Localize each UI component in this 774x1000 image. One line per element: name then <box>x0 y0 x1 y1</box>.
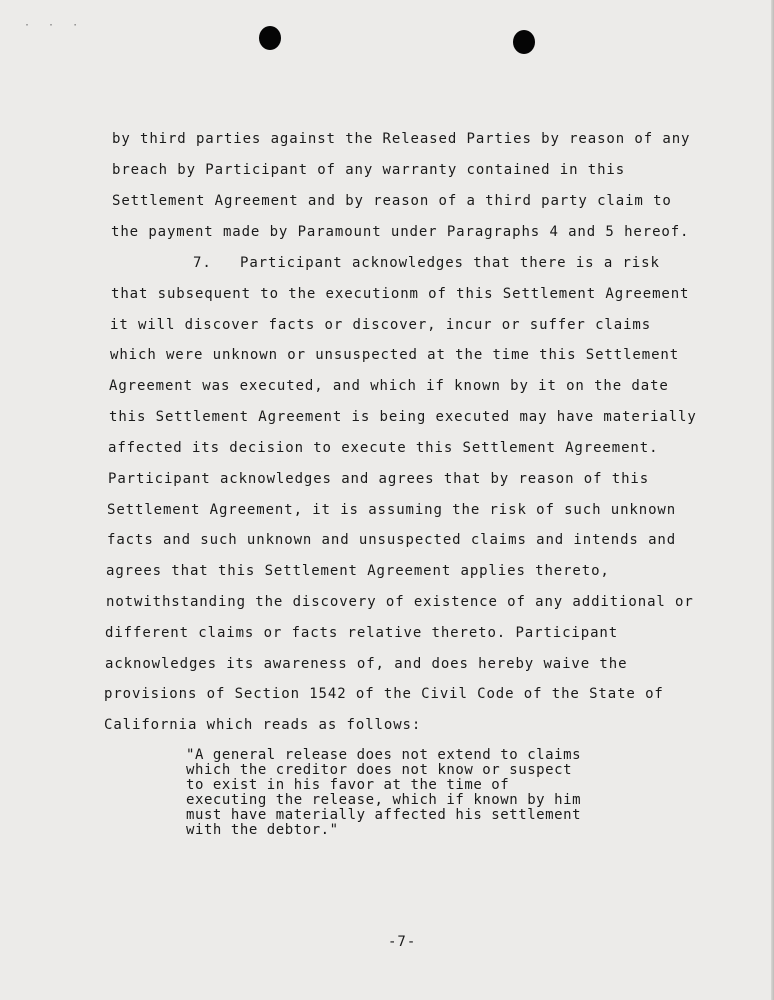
text-line: this Settlement Agreement is being executed may have materially <box>109 409 697 425</box>
text-line: it will discover facts or discover, incur or suffer claims <box>110 317 652 333</box>
text-line: facts and such unknown and unsuspected claims and intends and <box>107 532 677 548</box>
text-line: that subsequent to the executionm of this Settlement Agreement <box>111 286 690 302</box>
text-line: agrees that this Settlement Agreement applies thereto, <box>106 563 610 579</box>
text-line: acknowledges its awareness of, and does hereby waive the <box>105 656 628 672</box>
text-line: notwithstanding the discovery of existence of any additional or <box>106 594 694 610</box>
quote-line: to exist in his favor at the time of <box>186 777 510 793</box>
text-line: by third parties against the Released Parties by reason of any <box>112 131 691 147</box>
text-line: affected its decision to execute this Settlement Agreement. <box>108 440 659 456</box>
page-number: -7- <box>388 934 417 950</box>
text-line: breach by Participant of any warranty contained in this <box>112 162 626 178</box>
text-line: different claims or facts relative thereto. Participant <box>105 625 619 641</box>
text-line: which were unknown or unsuspected at the time this Settlement <box>110 347 680 363</box>
text-line: Agreement was executed, and which if known by it on the date <box>109 378 669 394</box>
section-number: 7. <box>193 255 212 271</box>
text-line: the payment made by Paramount under Paragraphs 4 and 5 hereof. <box>111 224 690 240</box>
quote-line: "A general release does not extend to claims <box>186 747 582 763</box>
quote-line: which the creditor does not know or suspect <box>186 762 573 778</box>
text-line: Settlement Agreement and by reason of a third party claim to <box>112 193 672 209</box>
text-line: Settlement Agreement, it is assuming the risk of such unknown <box>107 502 677 518</box>
text-line: Participant acknowledges that there is a risk <box>240 255 660 271</box>
quote-line: executing the release, which if known by him <box>186 792 582 808</box>
quote-line: must have materially affected his settlement <box>186 807 582 823</box>
text-line: California which reads as follows: <box>104 717 422 733</box>
quote-line: with the debtor." <box>186 822 339 838</box>
text-line: Participant acknowledges and agrees that by reason of this <box>108 471 650 487</box>
text-line: provisions of Section 1542 of the Civil Code of the State of <box>104 686 664 702</box>
margin-specks: · · · <box>24 20 85 31</box>
